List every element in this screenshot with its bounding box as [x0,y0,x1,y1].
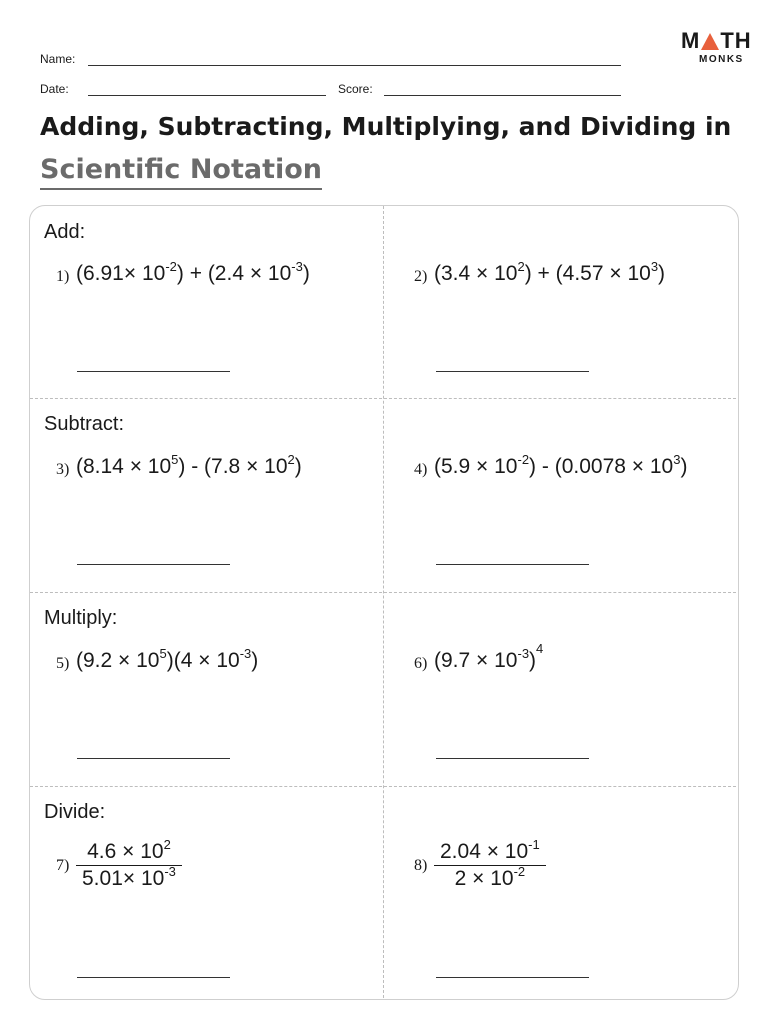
column-divider [383,206,384,998]
row-divider-1 [30,398,736,399]
problem-7-fraction [76,837,182,891]
name-line[interactable] [88,65,621,66]
answer-line-3[interactable] [77,564,230,565]
row-divider-2 [30,592,736,593]
problem-number: 3) [56,461,70,478]
row-divider-3 [30,786,736,787]
answer-line-5[interactable] [77,758,230,759]
problem-8-fraction [434,837,546,891]
denominator: $5.01\times 10^{-3}$ [82,864,176,890]
problem-number: 7) [56,857,70,874]
logo-wordmark [681,30,751,52]
numerator: $4.6 \times 10^2$ [76,840,182,866]
numerator: $2.04 \times 10^{-1}$ [434,840,546,866]
triangle-icon [701,33,719,50]
date-label: Date: [40,82,69,96]
answer-line-7[interactable] [77,977,230,978]
page-title: Adding, Subtracting, Multiplying, and Dividing in [40,112,732,141]
problem-2-expression: $(3.4 \times 10^2) + (4.57 \times 10^3)$ [434,259,666,285]
section-divide-label: Divide: [44,801,106,823]
answer-line-8[interactable] [436,977,589,978]
problem-number: 1) [56,268,70,285]
problem-3-expression: $(8.14 \times 10^5) - (7.8 \times 10^2)$ [76,452,302,478]
problem-1-expression: $(6.91\times 10^{-2}) + (2.4 \times 10^{-3})$ [76,259,310,285]
answer-line-2[interactable] [436,371,589,372]
math-monks-logo [681,30,751,65]
problem-5-expression: $(9.2 \times 10^5)(4 \times 10^{-3})$ [76,646,259,672]
problem-number: 8) [414,857,428,874]
denominator: $2 \times 10^{-2}$ [454,864,526,890]
score-line[interactable] [384,95,621,96]
problem-number: 6) [414,655,428,672]
section-subtract-label: Subtract: [44,413,125,435]
answer-line-6[interactable] [436,758,589,759]
section-add-label: Add: [44,221,86,243]
problem-number: 2) [414,268,428,285]
section-multiply-label: Multiply: [44,607,118,629]
problem-6-expression: $(9.7 \times 10^{-3})^4$ [434,641,544,672]
logo-letters-th: TH [720,28,752,53]
answer-line-1[interactable] [77,371,230,372]
date-line[interactable] [88,95,326,96]
logo-letter-m: M [681,28,701,53]
answer-line-4[interactable] [436,564,589,565]
problem-number: 5) [56,655,70,672]
page-subtitle: Scientific Notation [40,154,322,190]
name-label: Name: [40,52,76,66]
logo-subtext: MONKS [699,54,744,65]
score-label: Score: [338,82,373,96]
problem-4-expression: $(5.9 \times 10^{-2}) - (0.0078 \times 10^3)$ [434,452,688,478]
problem-number: 4) [414,461,428,478]
